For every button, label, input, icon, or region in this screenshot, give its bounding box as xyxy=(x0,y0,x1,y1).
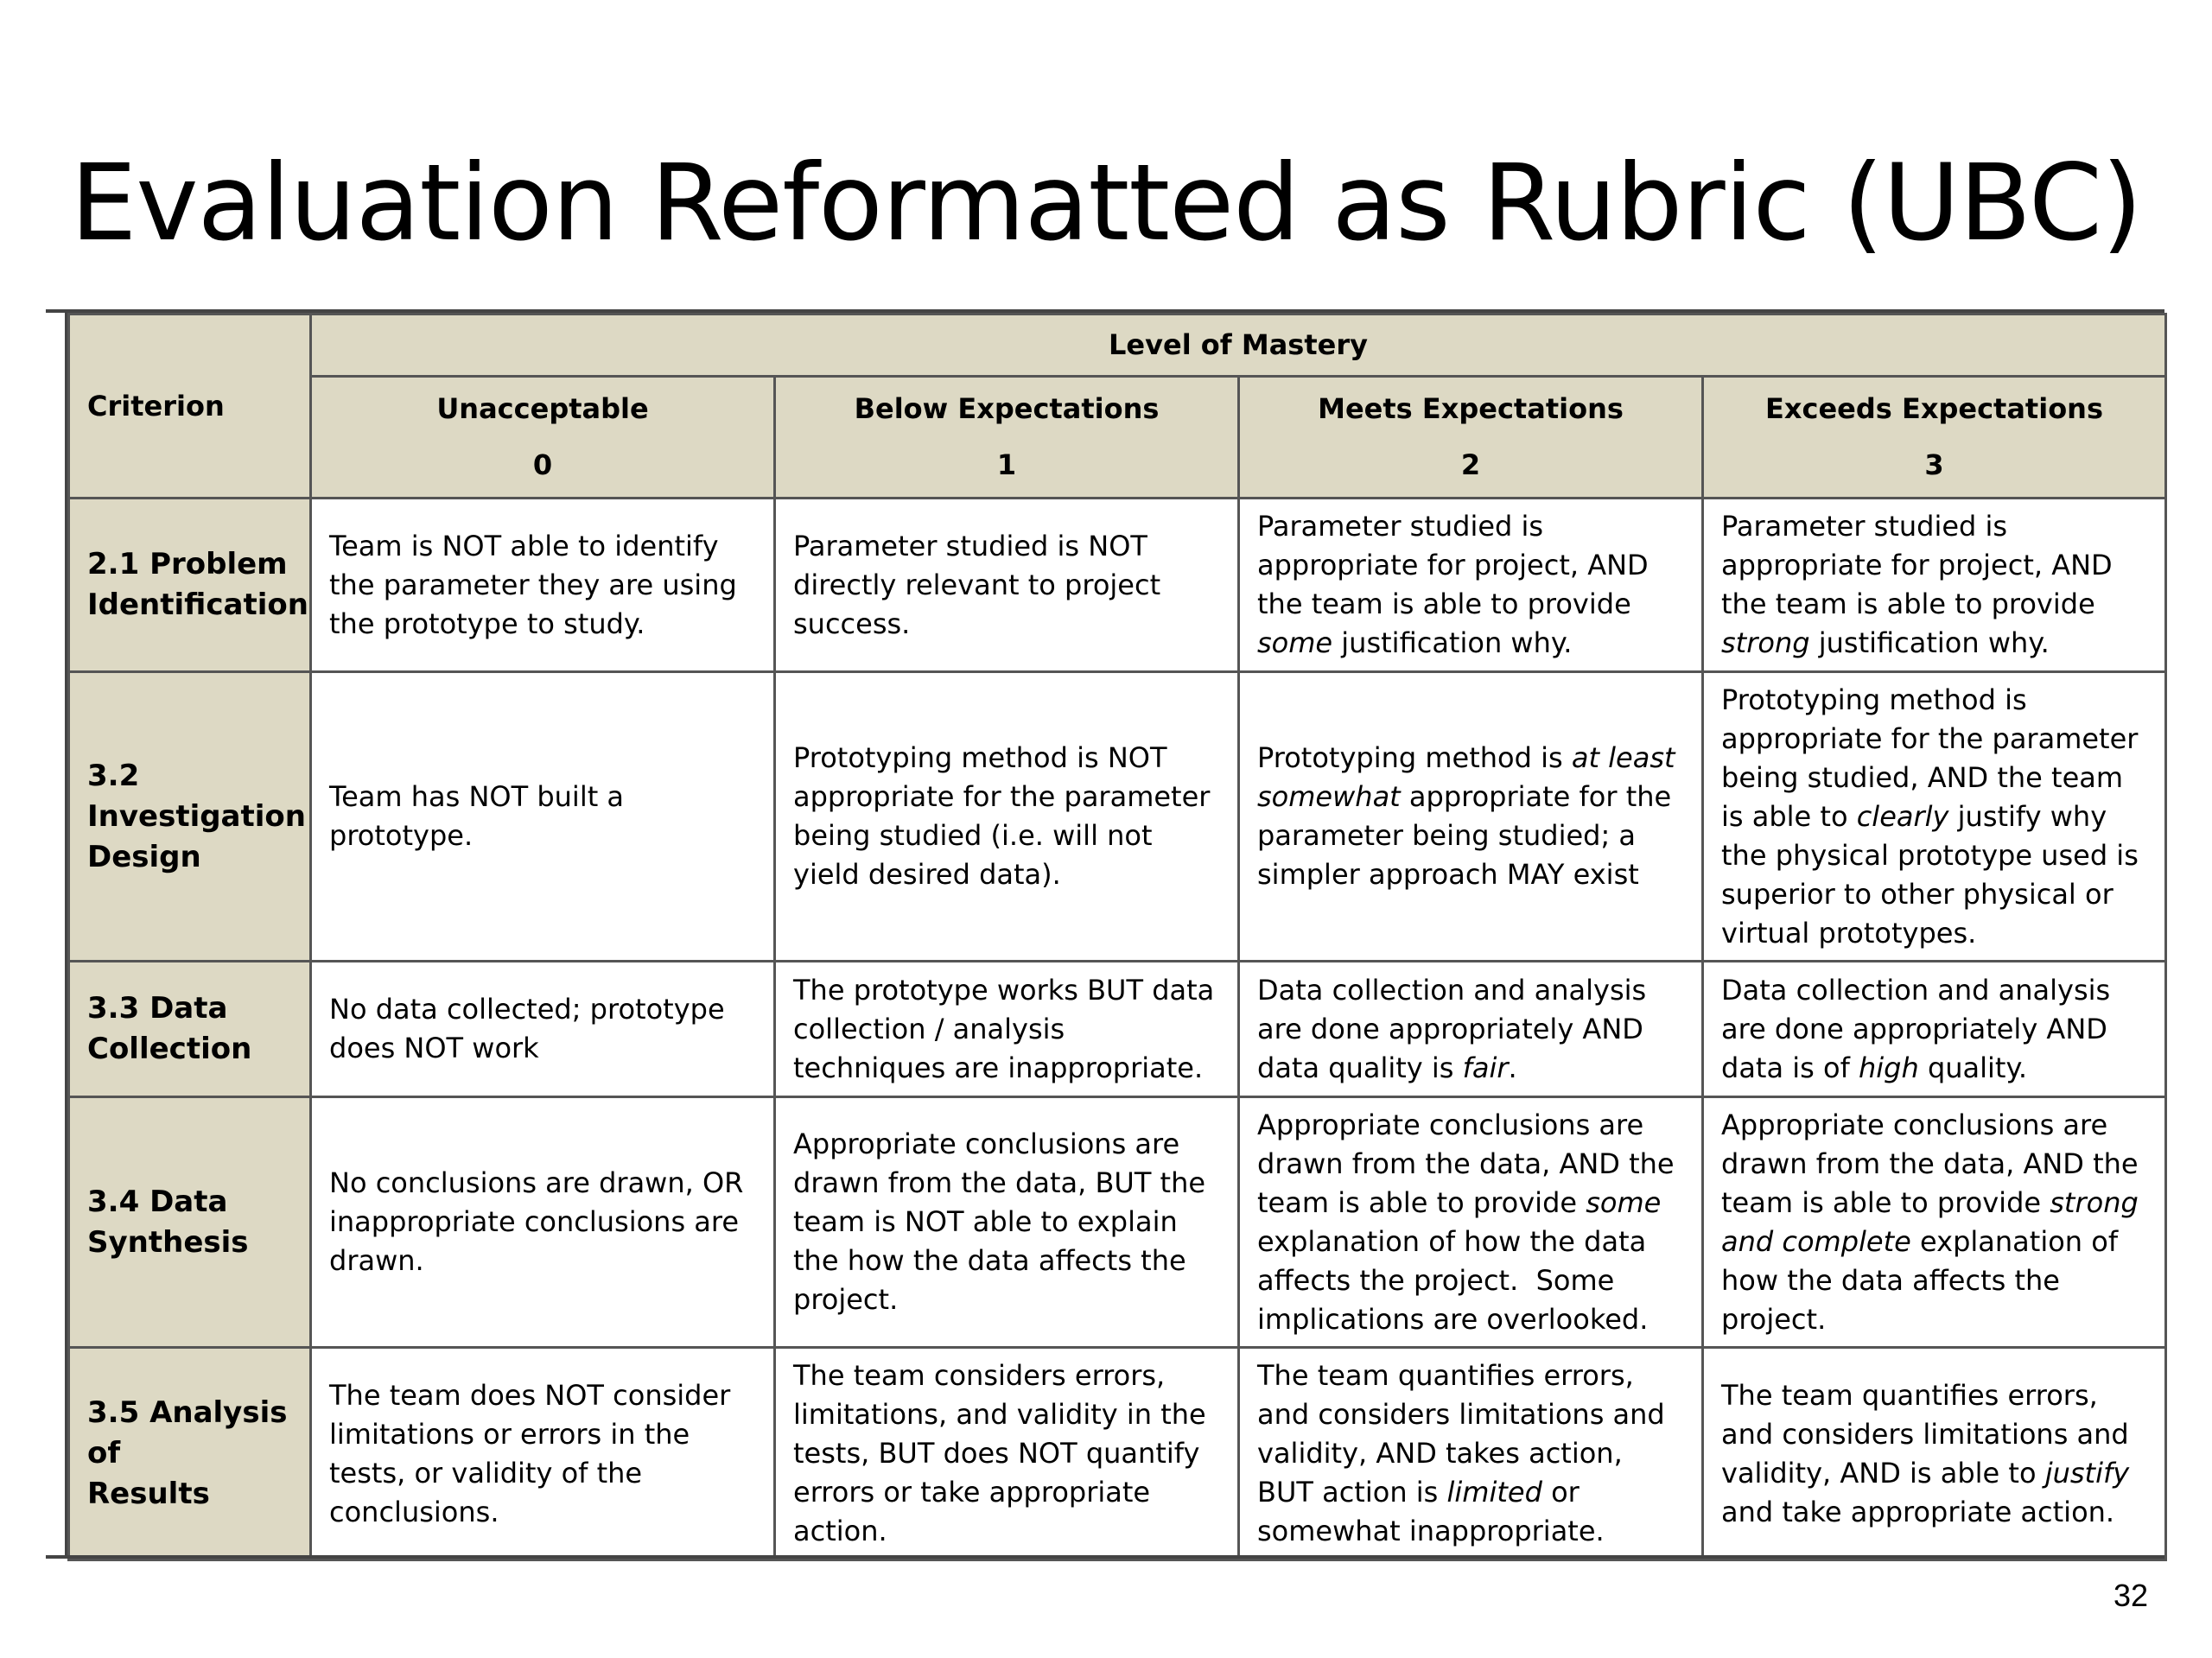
criterion-line: 3.5 Analysis of xyxy=(87,1395,288,1471)
rubric-cell: The prototype works BUT data collection / analysis techniques are inappropriate. xyxy=(775,962,1239,1097)
rubric-cell: The team quantifies errors, and considers limitations and validity, AND takes action, BUT action is limited or somewhat inappropriate. xyxy=(1239,1348,1703,1560)
rubric-row-problem-identification xyxy=(69,499,2166,672)
rubric-row-data-synthesis xyxy=(69,1097,2166,1348)
criterion-cell xyxy=(69,1348,311,1560)
criterion-cell xyxy=(69,1097,311,1348)
slide-title: Evaluation Reformatted as Rubric (UBC) xyxy=(70,142,2142,264)
level-name: Exceeds Expectations xyxy=(1764,392,2103,425)
criterion-cell xyxy=(69,672,311,962)
criterion-line: 3.2 xyxy=(87,758,140,793)
rubric-cell: Prototyping method is NOT appropriate for the parameter being studied (i.e. will not yield desired data). xyxy=(775,672,1239,962)
level-name: Below Expectations xyxy=(854,392,1160,425)
rubric-cell: Parameter studied is appropriate for project, AND the team is able to provide some justification why. xyxy=(1239,499,1703,672)
rubric-cell: Appropriate conclusions are drawn from the data, AND the team is able to provide strong and complete explanation of how the data affects the project. xyxy=(1703,1097,2166,1348)
page-number: 32 xyxy=(2113,1578,2148,1613)
level-name: Meets Expectations xyxy=(1318,392,1624,425)
criterion-line: 3.3 Data xyxy=(87,991,228,1026)
level-header-below-expectations xyxy=(775,377,1239,499)
level-header-meets-expectations xyxy=(1239,377,1703,499)
criterion-line: Results xyxy=(87,1477,210,1511)
criterion-line: Design xyxy=(87,839,201,874)
criterion-cell xyxy=(69,962,311,1097)
rubric-cell: Appropriate conclusions are drawn from the data, AND the team is able to provide some explanation of how the data affects the project. Some implications are overlooked. xyxy=(1239,1097,1703,1348)
rubric-cell: Data collection and analysis are done appropriately AND data quality is fair. xyxy=(1239,962,1703,1097)
rubric-row-analysis-of-results xyxy=(69,1348,2166,1560)
criterion-cell xyxy=(69,499,311,672)
levels-header-row xyxy=(69,377,2166,499)
level-score: 1 xyxy=(996,448,1017,481)
rubric-cell: The team does NOT consider limitations or errors in the tests, or validity of the conclusions. xyxy=(311,1348,775,1560)
criterion-header-label: Criterion xyxy=(87,389,225,422)
level-name: Unacceptable xyxy=(436,392,649,425)
criterion-line: Collection xyxy=(87,1032,252,1066)
rubric-cell: Appropriate conclusions are drawn from the data, BUT the team is NOT able to explain the how the data affects the project. xyxy=(775,1097,1239,1348)
criterion-line: Investigation xyxy=(87,798,306,834)
rubric-cell: Team has NOT built a prototype. xyxy=(311,672,775,962)
table-bottom-rule xyxy=(46,1555,2164,1559)
criterion-header xyxy=(69,314,311,499)
rubric-cell: Team is NOT able to identify the parameter they are using the prototype to study. xyxy=(311,499,775,672)
level-header-row xyxy=(69,314,2166,377)
rubric-cell: Prototyping method is at least somewhat appropriate for the parameter being studied; a simpler approach MAY exist xyxy=(1239,672,1703,962)
rubric-cell: No data collected; prototype does NOT work xyxy=(311,962,775,1097)
level-score: 2 xyxy=(1460,448,1481,481)
level-header-exceeds-expectations xyxy=(1703,377,2166,499)
rubric-table xyxy=(67,313,2167,1561)
rubric-row-investigation-design xyxy=(69,672,2166,962)
rubric-cell: Parameter studied is appropriate for project, AND the team is able to provide strong justification why. xyxy=(1703,499,2166,672)
rubric-cell: No conclusions are drawn, OR inappropriate conclusions are drawn. xyxy=(311,1097,775,1348)
level-score: 3 xyxy=(1924,448,1944,481)
rubric-cell: Prototyping method is appropriate for the parameter being studied, AND the team is able to clearly justify why the physical prototype used is superior to other physical or virtual prototypes. xyxy=(1703,672,2166,962)
rubric-cell: Parameter studied is NOT directly relevant to project success. xyxy=(775,499,1239,672)
rubric-cell: The team quantifies errors, and considers limitations and validity, AND is able to justify and take appropriate action. xyxy=(1703,1348,2166,1560)
level-header-unacceptable xyxy=(311,377,775,499)
rubric-row-data-collection xyxy=(69,962,2166,1097)
rubric-cell: Data collection and analysis are done appropriately AND data is of high quality. xyxy=(1703,962,2166,1097)
rubric-cell: The team considers errors, limitations, and validity in the tests, BUT does NOT quantify errors or take appropriate action. xyxy=(775,1348,1239,1560)
criterion-line: 2.1 Problem xyxy=(87,547,288,581)
criterion-line: 3.4 Data xyxy=(87,1184,228,1219)
level-of-mastery-header: Level of Mastery xyxy=(311,314,2166,377)
level-score: 0 xyxy=(532,448,553,481)
criterion-line: Synthesis xyxy=(87,1224,249,1260)
criterion-line: Identification xyxy=(87,588,308,622)
